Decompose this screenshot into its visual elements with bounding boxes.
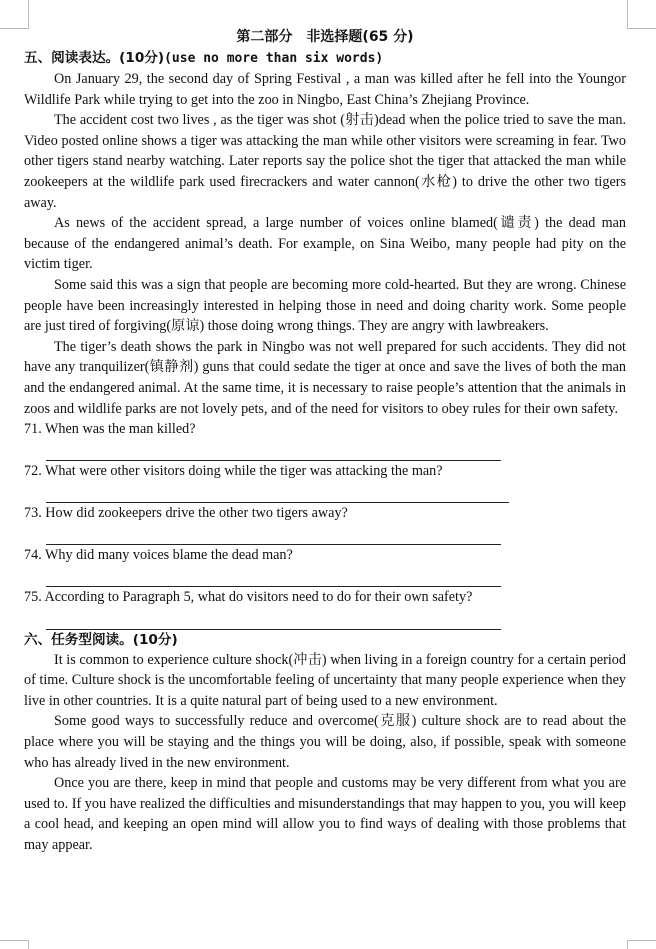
answer-line-75[interactable] [46,608,501,630]
section5-heading [24,48,626,69]
part-title: 第二部分 非选择题(65 分) [236,29,414,45]
s6-paragraph-3: Once you are there, keep in mind that people and customs may be very different from what you are used to. If you have realized the difficulties and misunderstandings that may happen to you, you will keep a cool head, and keeping an open mind will allow you to find ways of dealing with those problems that may appear. [24,775,626,853]
crop-mark-bottom-left [0,940,29,949]
answer-line-71[interactable] [46,440,501,462]
answer-line-74[interactable] [46,566,501,588]
crop-mark-bottom-right [627,940,656,949]
s5-paragraph-3: As news of the accident spread, a large number of voices online blamed(谴责) the dead man because of the endangered animal’s death. For example, on Sina Weibo, many people had pity on the victim tiger. [24,215,626,273]
s6-paragraph-1: It is common to experience culture shock(冲击) when living in a foreign country for a certain period of time. Culture shock is the uncomfortable feeling of uncertainty that many people experience when they live in other countries. It is a quite natural part of being used to a new environment. [24,651,626,709]
s5-paragraph-5: The tiger’s death shows the park in Ningbo was not well prepared for such accidents. They did not have any tranquilizer(镇静剂) guns that could sedate the tiger at once and save the lives of both the man and the endangered animal. At the same time, it is necessary to raise people’s attention that the animals in zoos and wildlife parks are not lovely pets, and of the need for visitors to obey rules for their own safety. [24,338,626,417]
question-74: 74. Why did many voices blame the dead man? [24,547,293,564]
s6-paragraph-2: Some good ways to successfully reduce and overcome(克服) culture shock are to read about the place where you will be staying and the things you will be doing, also, if possible, speak with someone who has already lived in the new environment. [24,713,626,771]
s5-paragraph-1: On January 29, the second day of Spring Festival , a man was killed after he fell into the Youngor Wildlife Park while trying to get into the zoo in Ningbo, East China’s Zhejiang Province. [24,71,626,108]
s5-paragraph-2: The accident cost two lives , as the tiger was shot (射击)dead when the police tried to save the man. Video posted online shows a tiger was attacking the man while other visitors were screaming in fear. Two other tigers stand nearby watching. Later reports say the police shot the tiger that attacked the man while zookeepers at the wildlife park used firecrackers and water cannon(水枪) to drive the other two tigers away. [24,112,626,211]
question-71: 71. When was the man killed? [24,421,196,438]
question-75: 75. According to Paragraph 5, what do visitors need to do for their own safety? [24,589,473,606]
section6-heading: 六、任务型阅读。(10分) [24,631,178,648]
section5-heading-note: (use no more than six words) [164,51,384,66]
question-72: 72. What were other visitors doing while the tiger was attacking the man? [24,463,443,480]
crop-mark-top-right [627,0,656,29]
answer-line-72[interactable] [46,482,509,504]
page-content [24,27,626,856]
answer-line-73[interactable] [46,524,501,546]
question-73: 73. How did zookeepers drive the other two tigers away? [24,505,348,522]
crop-mark-top-left [0,0,29,29]
section5-heading-text: 五、阅读表达。(10分) [24,50,165,66]
s5-paragraph-4: Some said this was a sign that people are becoming more cold-hearted. But they are wrong. Chinese people have been increasingly interested in helping those in need and doing charity work. Some people are just tired of forgiving(原谅) those doing wrong things. They are angry with lawbreakers. [24,276,626,335]
